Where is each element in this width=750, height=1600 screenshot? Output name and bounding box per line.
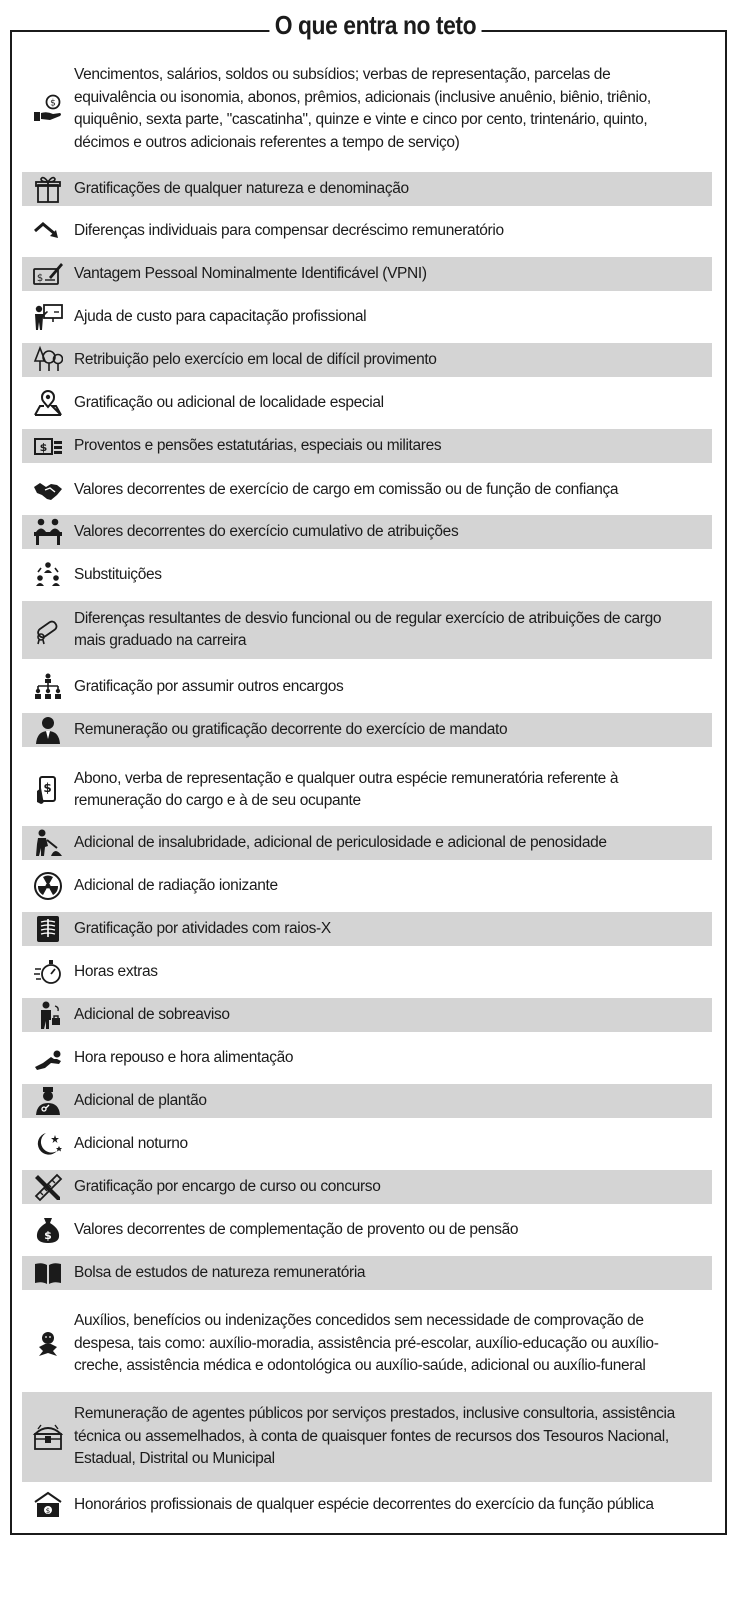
item-text-line: Remuneração de agentes públicos por serviços prestados, inclusive consultoria, assistência — [74, 1405, 675, 1423]
item-text-line: remuneração do cargo e à de seu ocupante — [74, 792, 361, 809]
list-item — [22, 826, 712, 860]
item-text — [74, 1004, 236, 1027]
svg-text:$: $ — [39, 441, 48, 454]
item-text — [74, 263, 433, 286]
construction-worker-icon — [22, 828, 74, 858]
trend-down-arrow-icon — [22, 216, 74, 246]
people-desk-icon — [22, 517, 74, 547]
item-text-line: quiquênio, sexta parte, "cascatinha", quinze e vinte e cinco por cento, trintenário, quinto, — [74, 111, 648, 128]
list-item — [22, 1256, 712, 1290]
item-text-line: técnica ou assemelhados, à conta de quaisquer fontes de recursos dos Tesouros Nacional, — [74, 1427, 669, 1445]
treasure-chest-icon — [22, 1422, 74, 1452]
list-item — [22, 214, 712, 248]
item-text — [74, 1133, 194, 1156]
item-text-line: Valores decorrentes do exercício cumulativo de atribuições — [74, 522, 459, 540]
list-item — [22, 53, 712, 165]
svg-text:$: $ — [44, 1229, 52, 1242]
list-item — [22, 670, 712, 704]
item-text-line: mais graduado na carreira — [74, 632, 247, 649]
item-text-line: Remuneração ou gratificação decorrente do exercício de mandato — [74, 720, 508, 738]
check-signature-icon — [22, 259, 74, 289]
page-title: O que entra no teto — [269, 10, 481, 40]
item-text — [74, 961, 164, 984]
money-house-icon — [22, 1490, 74, 1520]
trees-icon — [22, 345, 74, 375]
item-text-line: Adicional noturno — [74, 1134, 188, 1152]
teacher-board-icon — [22, 302, 74, 332]
item-text-line: Hora repouso e hora alimentação — [74, 1048, 294, 1066]
item-text — [74, 1262, 371, 1285]
item-text-line: décimos e outros adicionais referentes a tempo de serviço) — [74, 133, 460, 151]
list-item — [22, 1084, 712, 1118]
diploma-icon — [22, 615, 74, 645]
list-item — [22, 1299, 712, 1389]
list-item — [22, 172, 712, 206]
item-text — [74, 1176, 386, 1199]
item-text — [74, 1219, 524, 1242]
money-hand-icon — [22, 94, 74, 124]
item-text — [74, 875, 284, 898]
svg-text:$: $ — [36, 273, 44, 284]
item-text-line: Adicional de sobreaviso — [74, 1005, 230, 1023]
list-item — [22, 601, 712, 659]
item-text-line: Estadual, Distrital ou Municipal — [74, 1450, 275, 1468]
doctor-icon — [22, 1086, 74, 1116]
list-item — [22, 1170, 712, 1204]
item-text-line: Proventos e pensões estatutárias, especiais ou militares — [74, 436, 442, 454]
item-text-line: Valores decorrentes de exercício de cargo em comissão ou de função de confiança — [74, 480, 619, 498]
on-call-person-icon — [22, 1000, 74, 1030]
item-text — [74, 564, 168, 587]
pencil-ruler-icon — [22, 1172, 74, 1202]
item-text — [74, 392, 390, 415]
stopwatch-icon — [22, 957, 74, 987]
item-text-line: Gratificações de qualquer natureza e denominação — [74, 179, 409, 197]
svg-text:$: $ — [50, 98, 56, 109]
item-text-line: Vantagem Pessoal Nominalmente Identificável (VPNI) — [74, 264, 427, 282]
item-text — [74, 719, 513, 742]
list-item — [22, 558, 712, 592]
gift-icon — [22, 174, 74, 204]
item-text — [74, 178, 415, 201]
item-text — [74, 349, 443, 372]
list-item — [22, 429, 712, 463]
item-text-line: Gratificação por atividades com raios-X — [74, 919, 331, 937]
list-item — [22, 998, 712, 1032]
item-text-line: Vencimentos, salários, soldos ou subsídios; verbas de representação, parcelas de — [74, 66, 611, 83]
item-text — [74, 768, 624, 813]
list-item — [22, 1488, 712, 1522]
list-item — [22, 300, 712, 334]
svg-text:$: $ — [45, 1507, 51, 1515]
list-item — [22, 1041, 712, 1075]
title-wrapper — [0, 10, 750, 40]
svg-text:$: $ — [43, 781, 52, 795]
item-text-line: Gratificação por assumir outros encargos — [74, 677, 344, 695]
item-text-line: Horas extras — [74, 962, 158, 980]
item-text — [74, 1310, 665, 1378]
item-text — [74, 521, 464, 544]
item-text-line: Honorários profissionais de qualquer espécie decorrentes do exercício da função pública — [74, 1495, 654, 1513]
resting-person-icon — [22, 1043, 74, 1073]
list-item — [22, 869, 712, 903]
dollar-bill-icon — [22, 431, 74, 461]
moon-stars-icon — [22, 1129, 74, 1159]
item-text-line: Adicional de plantão — [74, 1091, 207, 1109]
radiation-icon — [22, 871, 74, 901]
businessman-icon — [22, 715, 74, 745]
item-text — [74, 64, 657, 154]
item-text-line: Bolsa de estudos de natureza remuneratória — [74, 1263, 366, 1281]
map-pin-icon — [22, 388, 74, 418]
list-item — [22, 515, 712, 549]
list-item — [22, 386, 712, 420]
list-item — [22, 1213, 712, 1247]
item-text — [74, 479, 624, 502]
item-text-line: Substituições — [74, 565, 162, 583]
list-item — [22, 1392, 712, 1482]
list-item — [22, 955, 712, 989]
item-text-line: Diferenças individuais para compensar decréscimo remuneratório — [74, 221, 504, 239]
item-text-line: Ajuda de custo para capacitação profissional — [74, 307, 367, 325]
item-text — [74, 608, 667, 653]
item-text-line: Valores decorrentes de complementação de provento ou de pensão — [74, 1220, 519, 1238]
phone-dollar-icon — [22, 775, 74, 805]
item-text — [74, 435, 447, 458]
item-text-line: Abono, verba de representação e qualquer outra espécie remuneratória referente à — [74, 769, 619, 787]
item-text-line: equivalência ou isonomia, abonos, prêmios, adicionais (inclusive anuênio, biênio, triênio, — [74, 88, 651, 106]
list-item — [22, 912, 712, 946]
item-text — [74, 306, 372, 329]
open-book-icon — [22, 1258, 74, 1288]
item-text-line: Adicional de insalubridade, adicional de periculosidade e adicional de penosidade — [74, 833, 607, 851]
item-text-line: Gratificação por encargo de curso ou concurso — [74, 1177, 381, 1195]
list-item — [22, 257, 712, 291]
item-text — [74, 1403, 681, 1471]
item-text — [74, 220, 510, 243]
list-item — [22, 756, 712, 824]
item-text — [74, 918, 337, 941]
item-text — [74, 1047, 299, 1070]
baby-icon — [22, 1329, 74, 1359]
item-text-line: creche, assistência médica e odontológica ou auxílio-saúde, adicional ou auxílio-funeral — [74, 1357, 646, 1375]
money-bag-icon — [22, 1215, 74, 1245]
org-chart-icon — [22, 672, 74, 702]
item-text-line: Auxílios, benefícios ou indenizações concedidos sem necessidade de comprovação de — [74, 1312, 644, 1330]
item-text — [74, 1090, 213, 1113]
item-text — [74, 676, 349, 699]
item-text-line: Gratificação ou adicional de localidade especial — [74, 393, 384, 411]
item-text — [74, 832, 613, 855]
item-text-line: Retribuição pelo exercício em local de difícil provimento — [74, 350, 437, 368]
list-item — [22, 1127, 712, 1161]
substitution-people-icon — [22, 560, 74, 590]
list-item — [22, 713, 712, 747]
item-text-line: Diferenças resultantes de desvio funcional ou de regular exercício de atribuições de cargo — [74, 609, 662, 627]
item-text-line: despesa, tais como: auxílio-moradia, assistência pré-escolar, auxílio-educação ou auxílio- — [74, 1334, 659, 1352]
item-text — [74, 1494, 660, 1517]
list-item — [22, 472, 712, 508]
handshake-icon — [22, 475, 74, 505]
item-text-line: Adicional de radiação ionizante — [74, 876, 278, 894]
list-item — [22, 343, 712, 377]
xray-icon — [22, 914, 74, 944]
